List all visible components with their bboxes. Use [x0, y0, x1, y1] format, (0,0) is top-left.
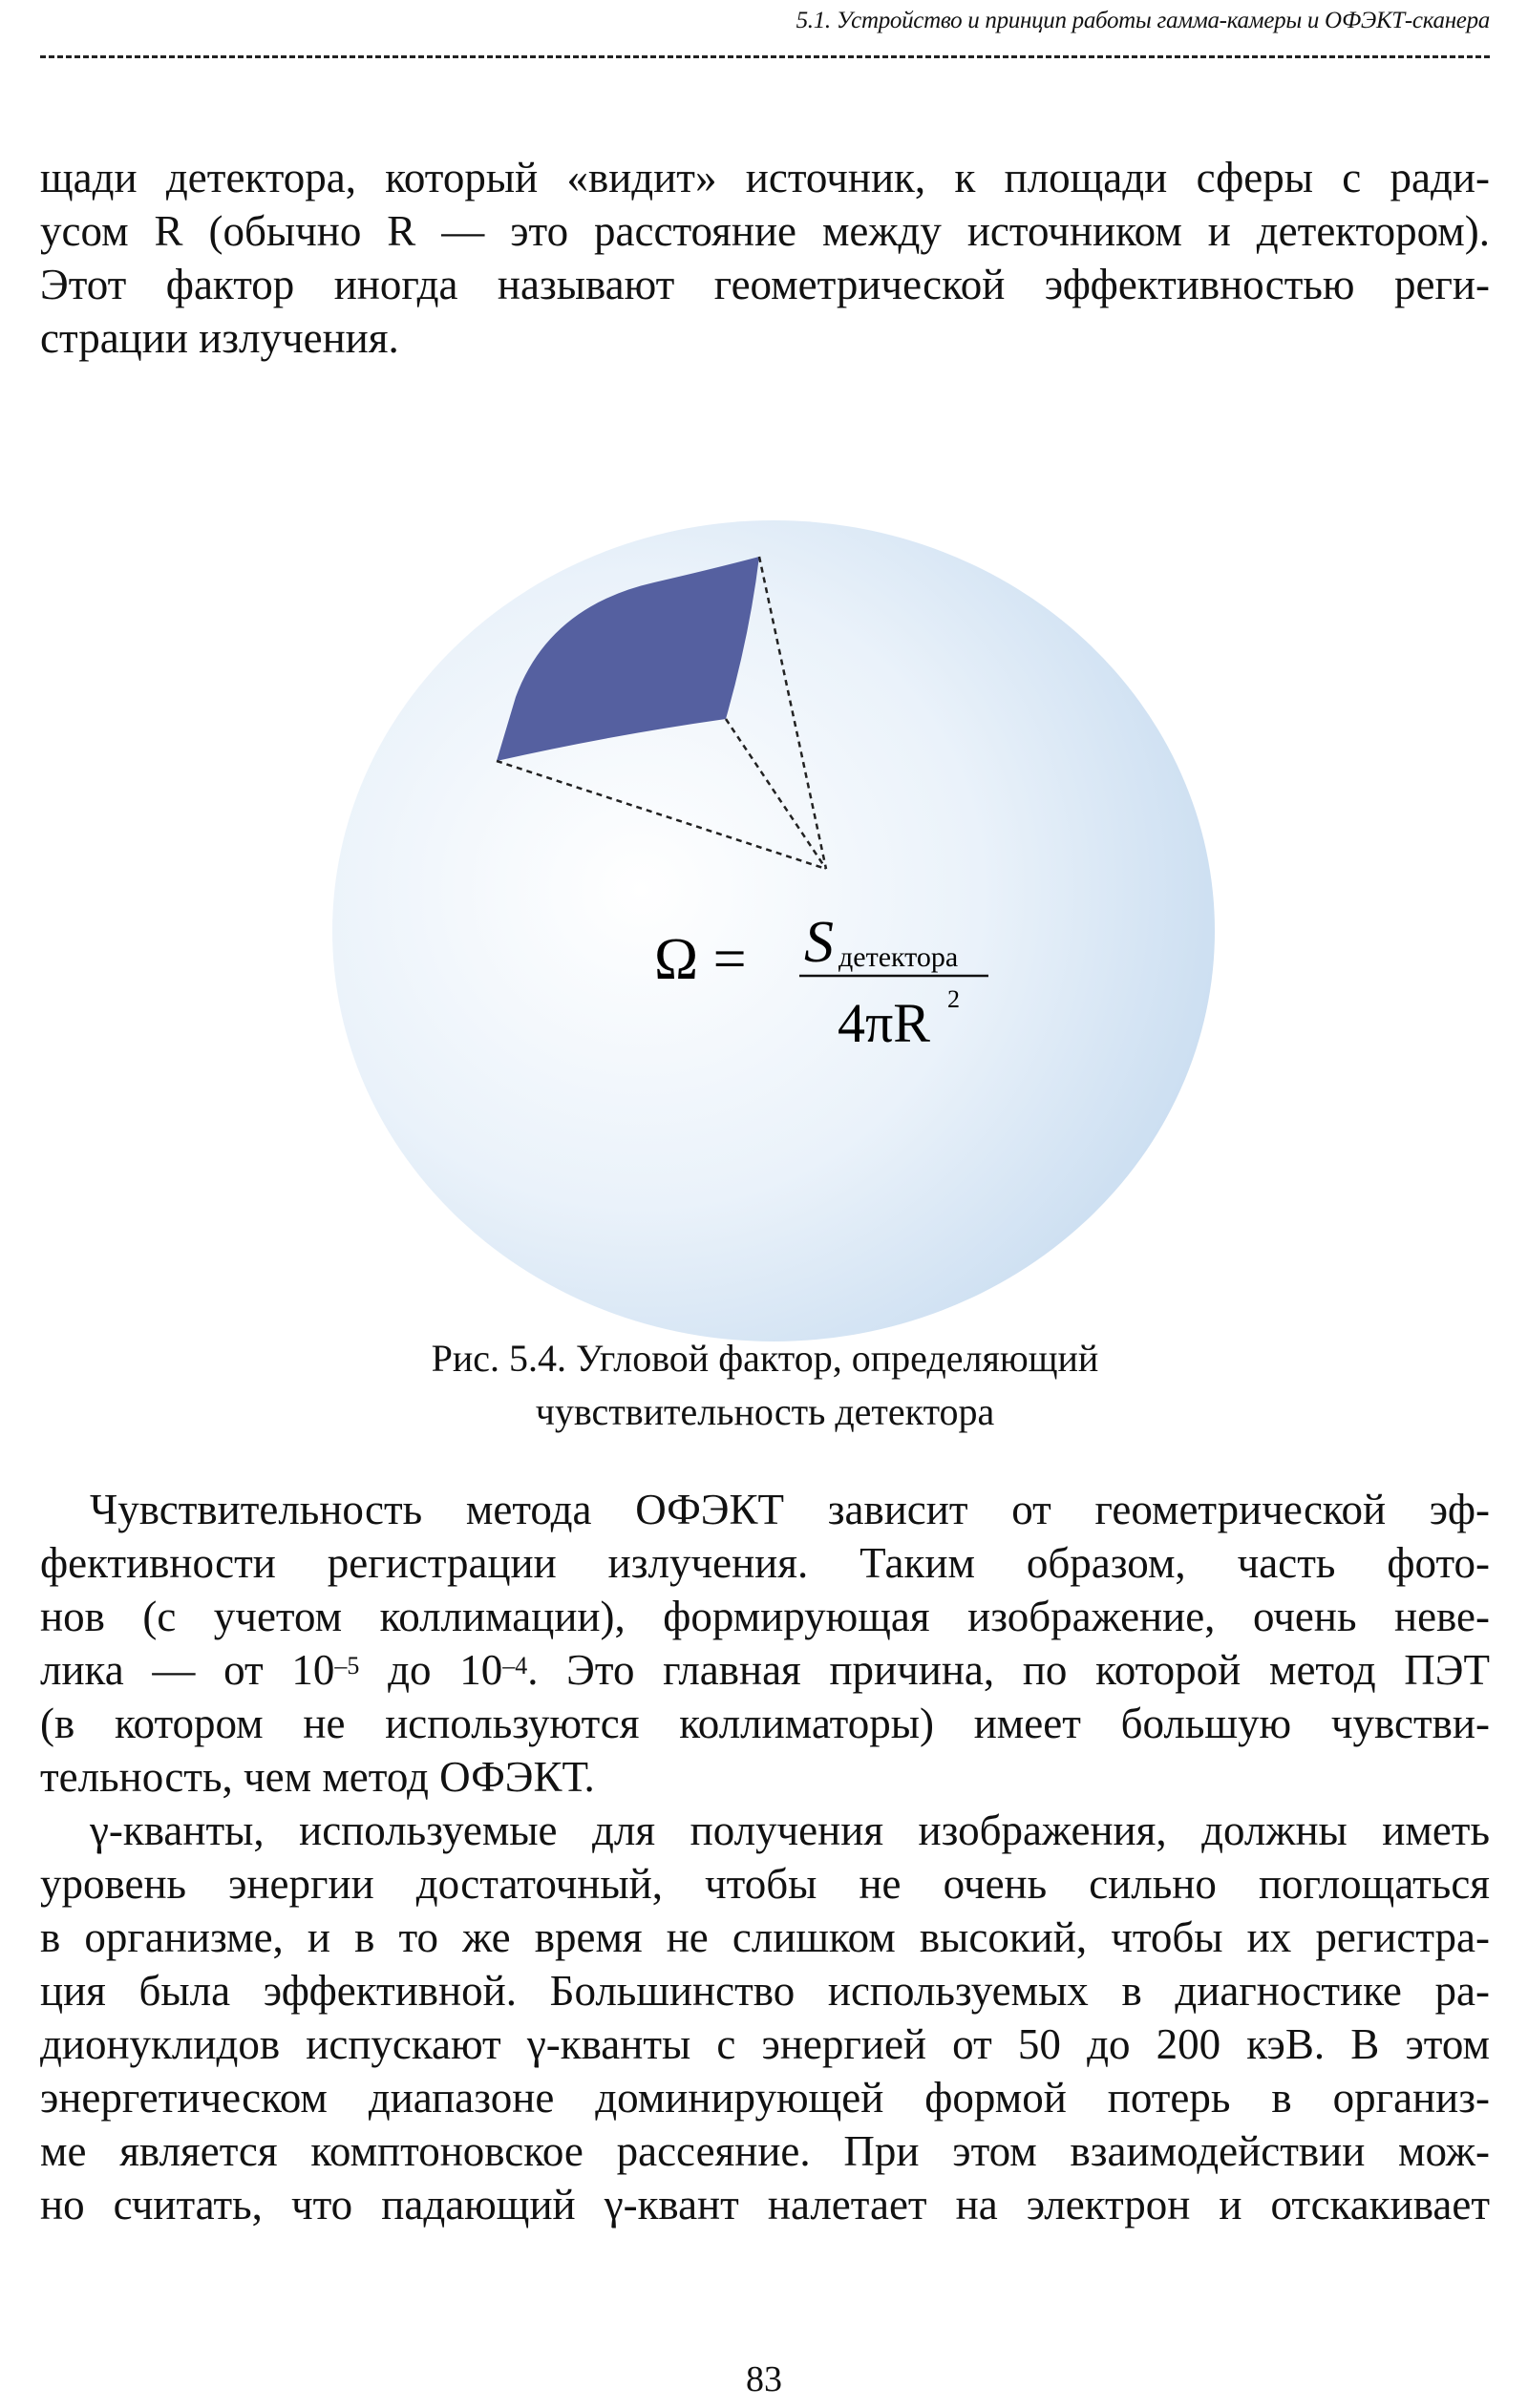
text-line: усом R (обычно R — это расстояние между источником и детектором). [40, 207, 1490, 255]
text-line: в организме, и в то же время не слишком высокий, чтобы их регистра- [40, 1913, 1490, 1961]
text-fragment: до 10 [359, 1646, 503, 1694]
formula-denominator: 4πR [838, 992, 930, 1054]
text-line: ция была эффективной. Большинство используемых в диагностике ра- [40, 1967, 1490, 2015]
text-line: щади детектора, который «видит» источник, к площади сферы с ради- [40, 154, 1490, 201]
running-header: 5.1. Устройство и принцип работы гамма-камеры и ОФЭКТ-сканера [796, 8, 1490, 33]
main-text [40, 1483, 1490, 2231]
page-number: 83 [746, 2359, 782, 2399]
text-fragment: лика — от 10 [40, 1646, 335, 1694]
top-paragraph [40, 151, 1490, 365]
formula-lhs: Ω = [654, 927, 747, 992]
header-rule [40, 55, 1490, 58]
text-line: но считать, что падающий γ-квант налетает на электрон и отскакивает [40, 2181, 1490, 2228]
sphere-diagram [315, 511, 1222, 1341]
caption-line: чувствительность детектора [535, 1390, 995, 1433]
caption-line: Рис. 5.4. Угловой фактор, определяющий [431, 1337, 1099, 1380]
text-line: фективности регистрации излучения. Таким образом, часть фото- [40, 1539, 1490, 1587]
text-line: страции излучения. [40, 314, 399, 362]
sphere [332, 520, 1215, 1341]
text-line: тельность, чем метод ОФЭКТ. [40, 1753, 595, 1801]
exponent: –5 [334, 1652, 360, 1679]
solid-angle-figure [315, 511, 1222, 1341]
text-line: нов (с учетом коллимации), формирующая изображение, очень неве- [40, 1593, 1490, 1640]
text-line: (в котором не используются коллиматоры) имеет большую чувстви- [40, 1700, 1490, 1747]
exponent: –4 [502, 1652, 528, 1679]
text-line: энергетическом диапазоне доминирующей формой потерь в организ- [40, 2074, 1490, 2122]
text-fragment: . Это главная причина, по которой метод ПЭТ [527, 1646, 1490, 1694]
text-line: γ-кванты, используемые для получения изображения, должны иметь [90, 1806, 1490, 1854]
figure-caption [40, 1332, 1490, 1439]
text-line: Этот фактор иногда называют геометрической эффективностью реги- [40, 261, 1490, 308]
formula-subscript: детектора [838, 941, 959, 973]
text-line: дионуклидов испускают γ-кванты с энергией от 50 до 200 кэВ. В этом [40, 2020, 1490, 2068]
formula-power: 2 [947, 985, 960, 1013]
formula-numerator: S [804, 910, 834, 975]
text-line: уровень энергии достаточный, чтобы не очень сильно поглощаться [40, 1860, 1490, 1908]
text-line: ме является комптоновское рассеяние. При этом взаимодействии мож- [40, 2127, 1490, 2175]
text-line: Чувствительность метода ОФЭКТ зависит от геометрической эф- [90, 1486, 1490, 1533]
text-line-with-exponents [40, 1643, 1490, 1697]
